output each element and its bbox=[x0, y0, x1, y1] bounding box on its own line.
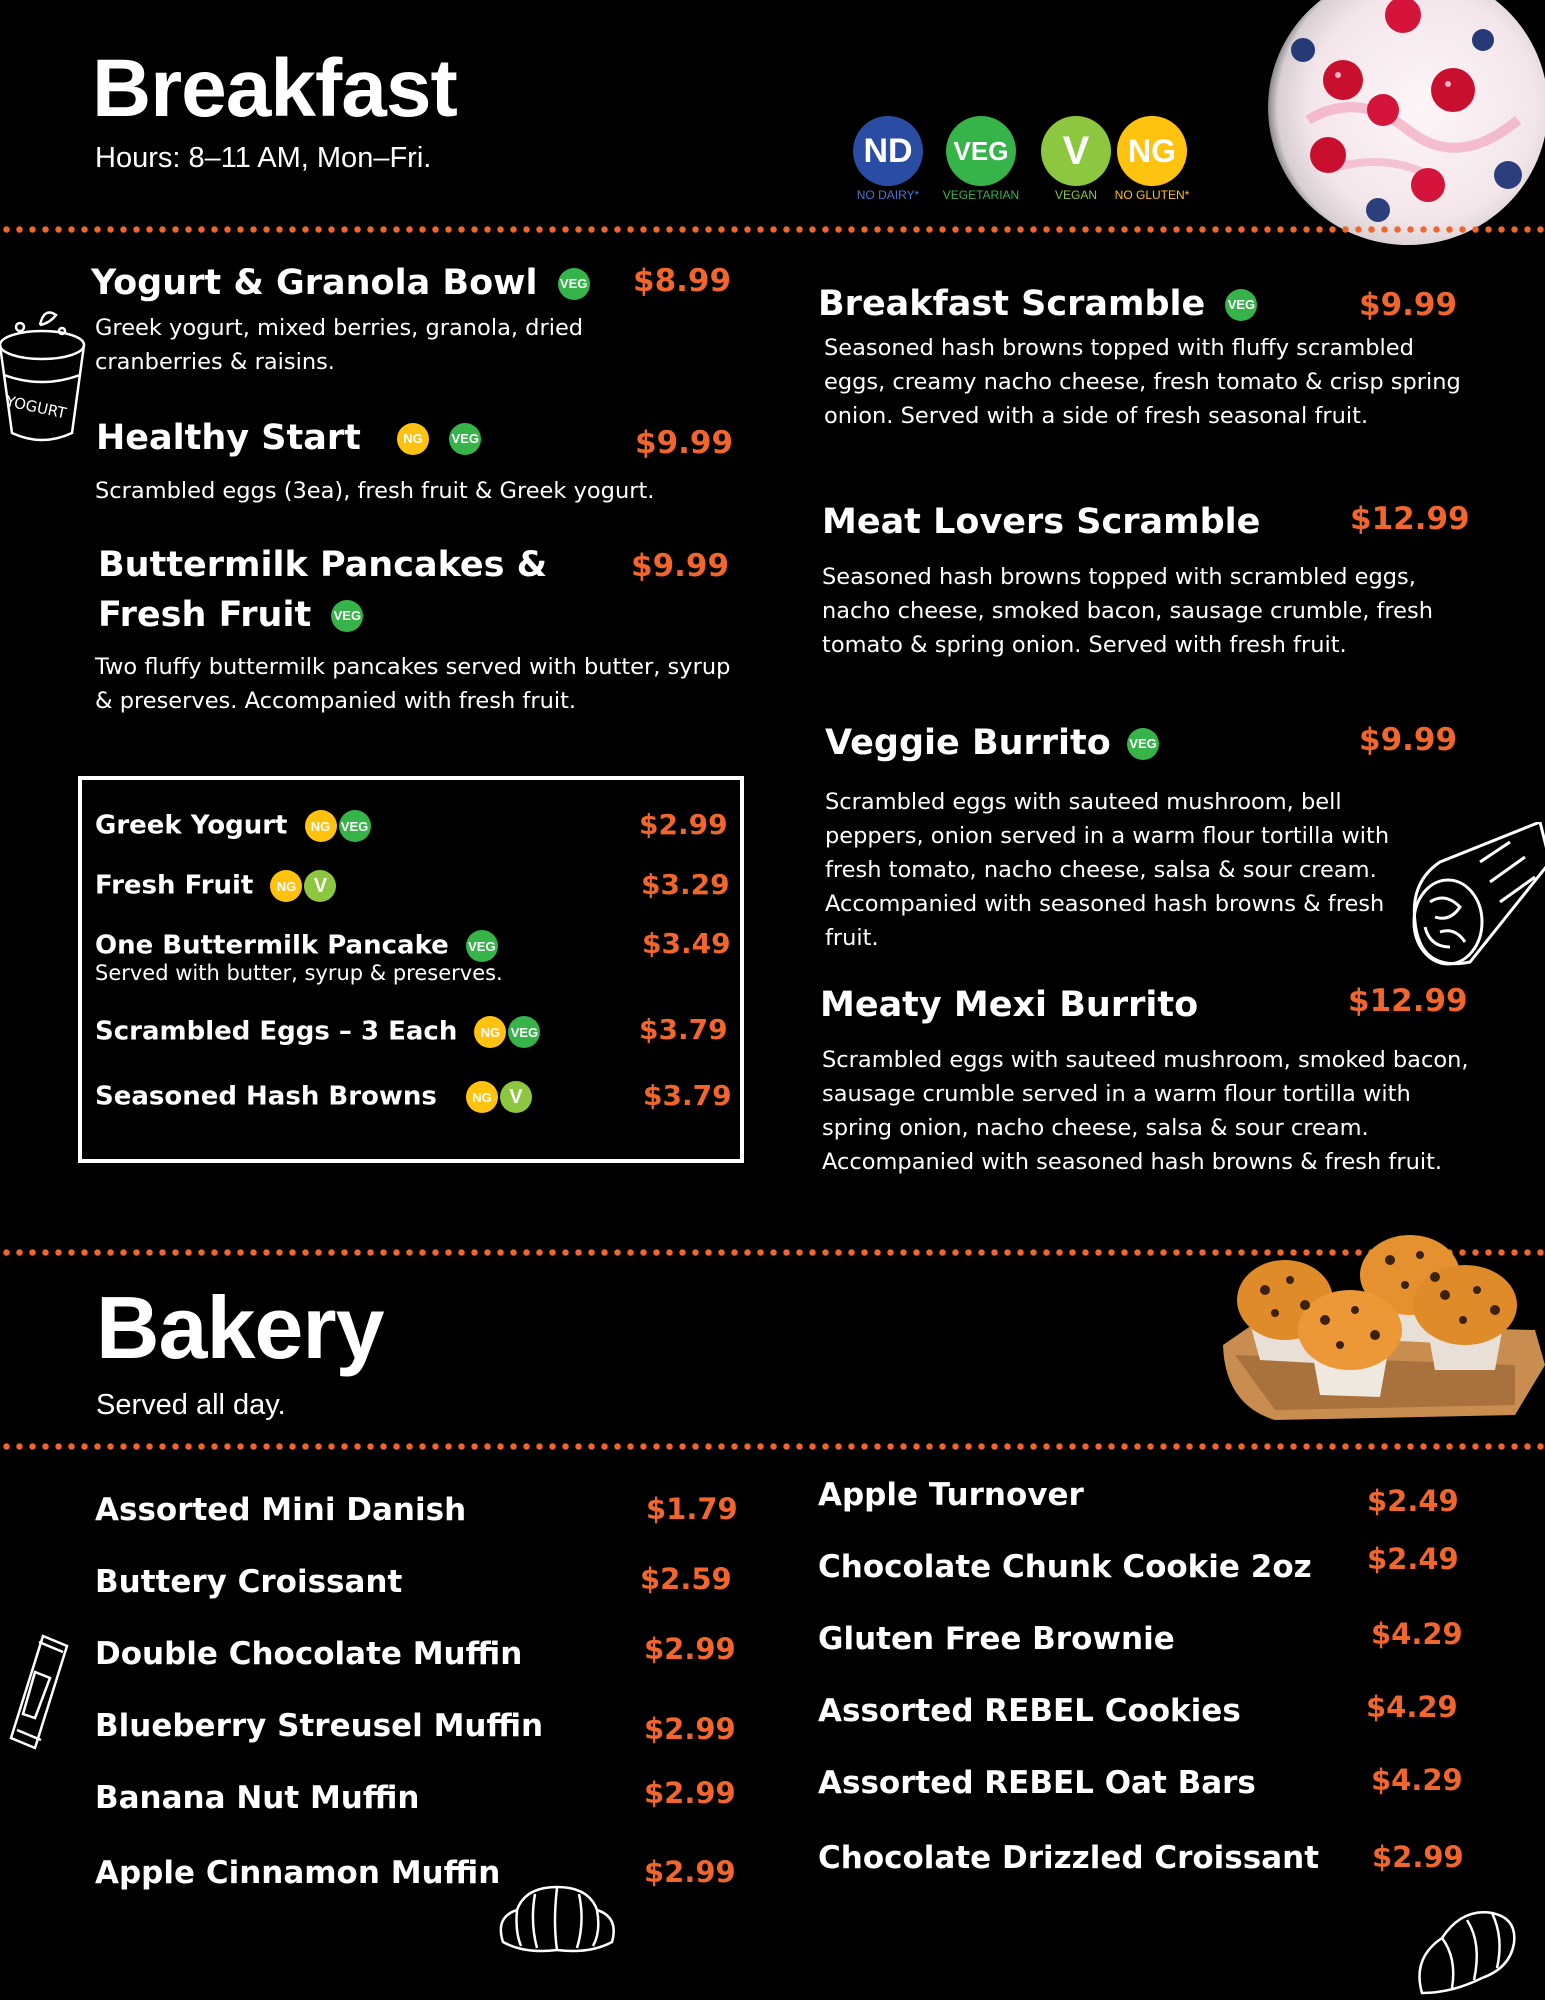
veg-badge-icon: VEG bbox=[331, 600, 363, 632]
item-price: $9.99 bbox=[1359, 722, 1458, 758]
bakery-item-name: Assorted REBEL Cookies bbox=[818, 1693, 1241, 1729]
bakery-item-name: Chocolate Chunk Cookie 2oz bbox=[818, 1549, 1312, 1585]
item-description: Seasoned hash browns topped with scrambled eggs, nacho cheese, smoked bacon, sausage crumble, fresh tomato & spring onion. Served with fresh fruit. bbox=[822, 564, 1434, 658]
muffins-board-photo bbox=[1215, 1205, 1545, 1425]
burrito-icon bbox=[1410, 822, 1545, 972]
bakery-item-name: Apple Turnover bbox=[818, 1477, 1084, 1513]
veg-badge-icon: VEG bbox=[946, 116, 1016, 186]
bakery-item-name: Chocolate Drizzled Croissant bbox=[818, 1840, 1320, 1876]
side-note: Served with butter, syrup & preserves. bbox=[95, 961, 503, 985]
vegan-badge-icon: V bbox=[1041, 116, 1111, 186]
item-name: Breakfast Scramble VEG bbox=[818, 279, 1257, 329]
bakery-item-price: $4.29 bbox=[1371, 1617, 1463, 1651]
nd-badge-icon: ND bbox=[853, 116, 923, 186]
bakery-item-price: $2.99 bbox=[1372, 1840, 1464, 1874]
item-name: Yogurt & Granola Bowl VEG bbox=[91, 258, 590, 308]
item-description: Scrambled eggs (3ea), fresh fruit & Greek yogurt. bbox=[95, 478, 655, 504]
item-name: Meaty Mexi Burrito bbox=[820, 985, 1199, 1025]
bakery-title: Bakery bbox=[96, 1278, 384, 1377]
side-name: Seasoned Hash Browns NG V bbox=[95, 1081, 532, 1113]
ng-badge-icon: NG bbox=[474, 1016, 506, 1048]
bakery-item-name: Buttery Croissant bbox=[95, 1564, 403, 1600]
item-description: Greek yogurt, mixed berries, granola, dried cranberries & raisins. bbox=[95, 315, 584, 375]
vegan-badge-icon: V bbox=[500, 1081, 532, 1113]
ng-badge-icon: NG bbox=[270, 870, 302, 902]
side-name: Fresh Fruit NG V bbox=[95, 870, 336, 902]
vegan-badge-icon: V bbox=[304, 870, 336, 902]
bakery-item-name: Double Chocolate Muffin bbox=[95, 1636, 523, 1672]
divider-bakery-bottom bbox=[0, 1443, 1545, 1450]
legend-vegan bbox=[1040, 116, 1112, 202]
bakery-sub: Served all day. bbox=[96, 1389, 286, 1421]
granola-bar-icon bbox=[5, 1632, 75, 1752]
side-name: One Buttermilk Pancake VEG bbox=[95, 930, 498, 962]
item-description: Two fluffy buttermilk pancakes served with butter, syrup & preserves. Accompanied with fresh fruit. bbox=[95, 654, 731, 714]
item-price: $12.99 bbox=[1350, 501, 1470, 537]
bakery-item-price: $2.99 bbox=[644, 1776, 736, 1810]
item-name: Meat Lovers Scramble bbox=[822, 502, 1261, 542]
veg-badge-icon: VEG bbox=[558, 268, 590, 300]
veg-badge-icon: VEG bbox=[449, 423, 481, 455]
side-price: $3.79 bbox=[643, 1079, 732, 1112]
side-name: Greek Yogurt NG VEG bbox=[95, 810, 371, 842]
diet-legend bbox=[852, 116, 1212, 206]
bakery-item-price: $2.99 bbox=[644, 1712, 736, 1746]
breakfast-title: Breakfast bbox=[92, 43, 457, 134]
legend-label: NO DAIRY* bbox=[856, 188, 920, 202]
bakery-item-name: Banana Nut Muffin bbox=[95, 1780, 420, 1816]
item-name: Fresh Fruit VEG bbox=[98, 590, 363, 640]
veg-badge-icon: VEG bbox=[1225, 289, 1257, 321]
veg-badge-icon: VEG bbox=[508, 1016, 540, 1048]
item-name: Buttermilk Pancakes & bbox=[98, 545, 548, 585]
croissant-icon bbox=[1412, 1898, 1522, 2000]
yogurt-cup-icon bbox=[0, 305, 90, 455]
item-description: Scrambled eggs with sauteed mushroom, smoked bacon, sausage crumble served in a warm flour tortilla with spring onion, nacho cheese, salsa & sour cream. Accompanied with seasoned hash browns & fresh fruit. bbox=[822, 1047, 1469, 1175]
bakery-item-price: $2.99 bbox=[644, 1855, 736, 1889]
bakery-item-name: Gluten Free Brownie bbox=[818, 1621, 1175, 1657]
veg-badge-icon: VEG bbox=[339, 810, 371, 842]
bakery-item-price: $1.79 bbox=[646, 1492, 738, 1526]
side-price: $2.99 bbox=[639, 808, 728, 841]
legend-veg bbox=[934, 116, 1028, 202]
item-price: $9.99 bbox=[635, 425, 734, 461]
legend-label: NO GLUTEN* bbox=[1114, 188, 1190, 202]
veg-badge-icon: VEG bbox=[466, 930, 498, 962]
item-name: Healthy Start NG VEG bbox=[96, 413, 481, 463]
breakfast-hours: Hours: 8–11 AM, Mon–Fri. bbox=[95, 142, 432, 174]
bakery-item-price: $4.29 bbox=[1371, 1763, 1463, 1797]
bakery-item-price: $4.29 bbox=[1366, 1690, 1458, 1724]
svg-text:YOGURT: YOGURT bbox=[4, 392, 68, 423]
legend-nd bbox=[852, 116, 924, 202]
bakery-item-name: Apple Cinnamon Muffin bbox=[95, 1855, 501, 1891]
side-price: $3.79 bbox=[639, 1013, 728, 1046]
legend-label: VEGAN bbox=[1054, 188, 1097, 202]
item-description: Scrambled eggs with sauteed mushroom, bell peppers, onion served in a warm flour tortilla with fresh tomato, nacho cheese, salsa & sour cream. Accompanied with seasoned hash browns & fresh fruit. bbox=[825, 789, 1390, 951]
ng-badge-icon: NG bbox=[305, 810, 337, 842]
ng-badge-icon: NG bbox=[397, 423, 429, 455]
bakery-item-price: $2.99 bbox=[644, 1632, 736, 1666]
bakery-item-name: Assorted Mini Danish bbox=[95, 1492, 467, 1528]
item-price: $8.99 bbox=[633, 263, 732, 299]
item-description: Seasoned hash browns topped with fluffy scrambled eggs, creamy nacho cheese, fresh tomato & crisp spring onion. Served with a side of fresh seasonal fruit. bbox=[824, 335, 1461, 429]
croissant-icon bbox=[495, 1882, 620, 1957]
item-name: Veggie Burrito VEG bbox=[825, 718, 1159, 768]
legend-label: VEGETARIAN bbox=[942, 188, 1020, 202]
veg-badge-icon: VEG bbox=[1127, 728, 1159, 760]
item-price: $9.99 bbox=[631, 548, 730, 584]
bakery-item-name: Assorted REBEL Oat Bars bbox=[818, 1765, 1256, 1801]
bakery-item-price: $2.49 bbox=[1367, 1542, 1459, 1576]
side-name: Scrambled Eggs – 3 Each NG VEG bbox=[95, 1016, 540, 1048]
bakery-item-name: Blueberry Streusel Muffin bbox=[95, 1708, 544, 1744]
bakery-item-price: $2.59 bbox=[640, 1562, 732, 1596]
bakery-item-price: $2.49 bbox=[1367, 1484, 1459, 1518]
side-price: $3.29 bbox=[641, 868, 730, 901]
side-price: $3.49 bbox=[642, 927, 731, 960]
item-price: $12.99 bbox=[1348, 983, 1468, 1019]
ng-badge-icon: NG bbox=[1117, 116, 1187, 186]
legend-ng bbox=[1108, 116, 1196, 202]
item-price: $9.99 bbox=[1359, 287, 1458, 323]
ng-badge-icon: NG bbox=[466, 1081, 498, 1113]
yogurt-berries-photo bbox=[1268, 0, 1545, 245]
divider-top bbox=[0, 226, 1545, 233]
